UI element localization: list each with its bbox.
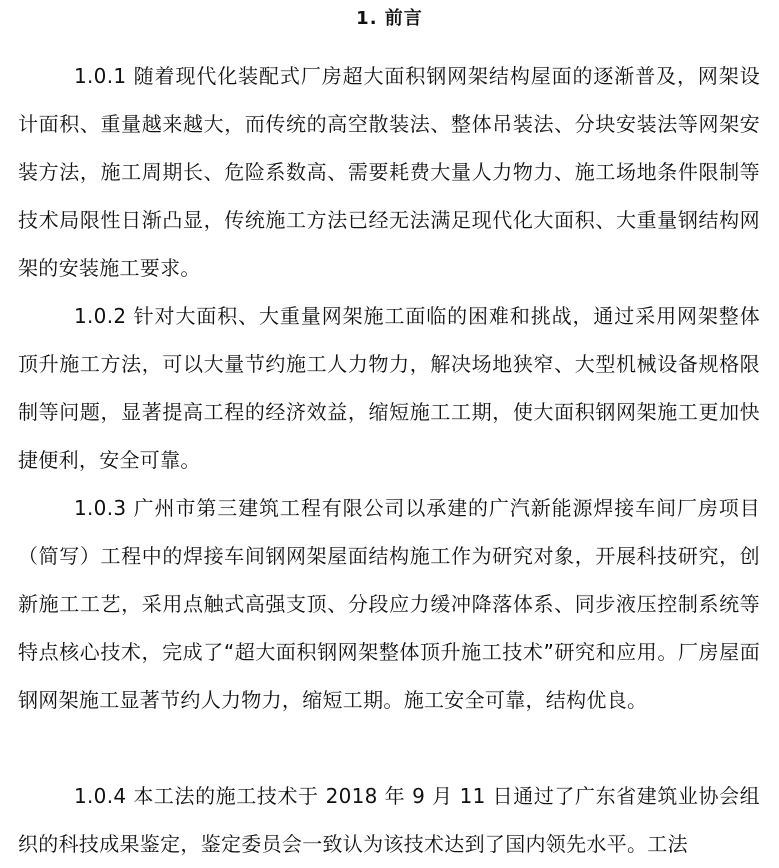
paragraph-1-0-4: 1.0.4 本工法的施工技术于 2018 年 9 月 11 日通过了广东省建筑业协会组织的科技成果鉴定，鉴定委员会一致认为该技术达到了国内领先水平。工法 [18,784,760,856]
paragraph-1-0-2: 1.0.2 针对大面积、大重量网架施工面临的困难和挑战，通过采用网架整体顶升施工方法，可以大量节约施工人力物力，解决场地狭窄、大型机械设备规格限制等问题，显著提高工程的经济效益，缩短施工工期，使大面积钢网架施工更加快捷便利，安全可靠。 [18,304,760,472]
section-heading: 1. 前言 [356,8,423,29]
paragraph-1-0-1: 1.0.1 随着现代化装配式厂房超大面积钢网架结构屋面的逐渐普及，网架设计面积、重量越来越大，而传统的高空散装法、整体吊装法、分块安装法等网架安装方法，施工周期长、危险系数高、需要耗费大量人力物力、施工场地条件限制等技术局限性日渐凸显，传统施工方法已经无法满足现代化大面积、大重量钢结构网架的安装施工要求。 [18,64,760,280]
paragraph-1-0-3: 1.0.3 广州市第三建筑工程有限公司以承建的广汽新能源焊接车间厂房项目（简写）工程中的焊接车间钢网架屋面结构施工作为研究对象，开展科技研究，创新施工工艺，采用点触式高强支顶、分段应力缓冲降落体系、同步液压控制系统等特点核心技术，完成了“超大面积钢网架整体顶升施工技术”研究和应用。厂房屋面钢网架施工显著节约人力物力，缩短工期。施工安全可靠，结构优良。 [18,496,760,712]
